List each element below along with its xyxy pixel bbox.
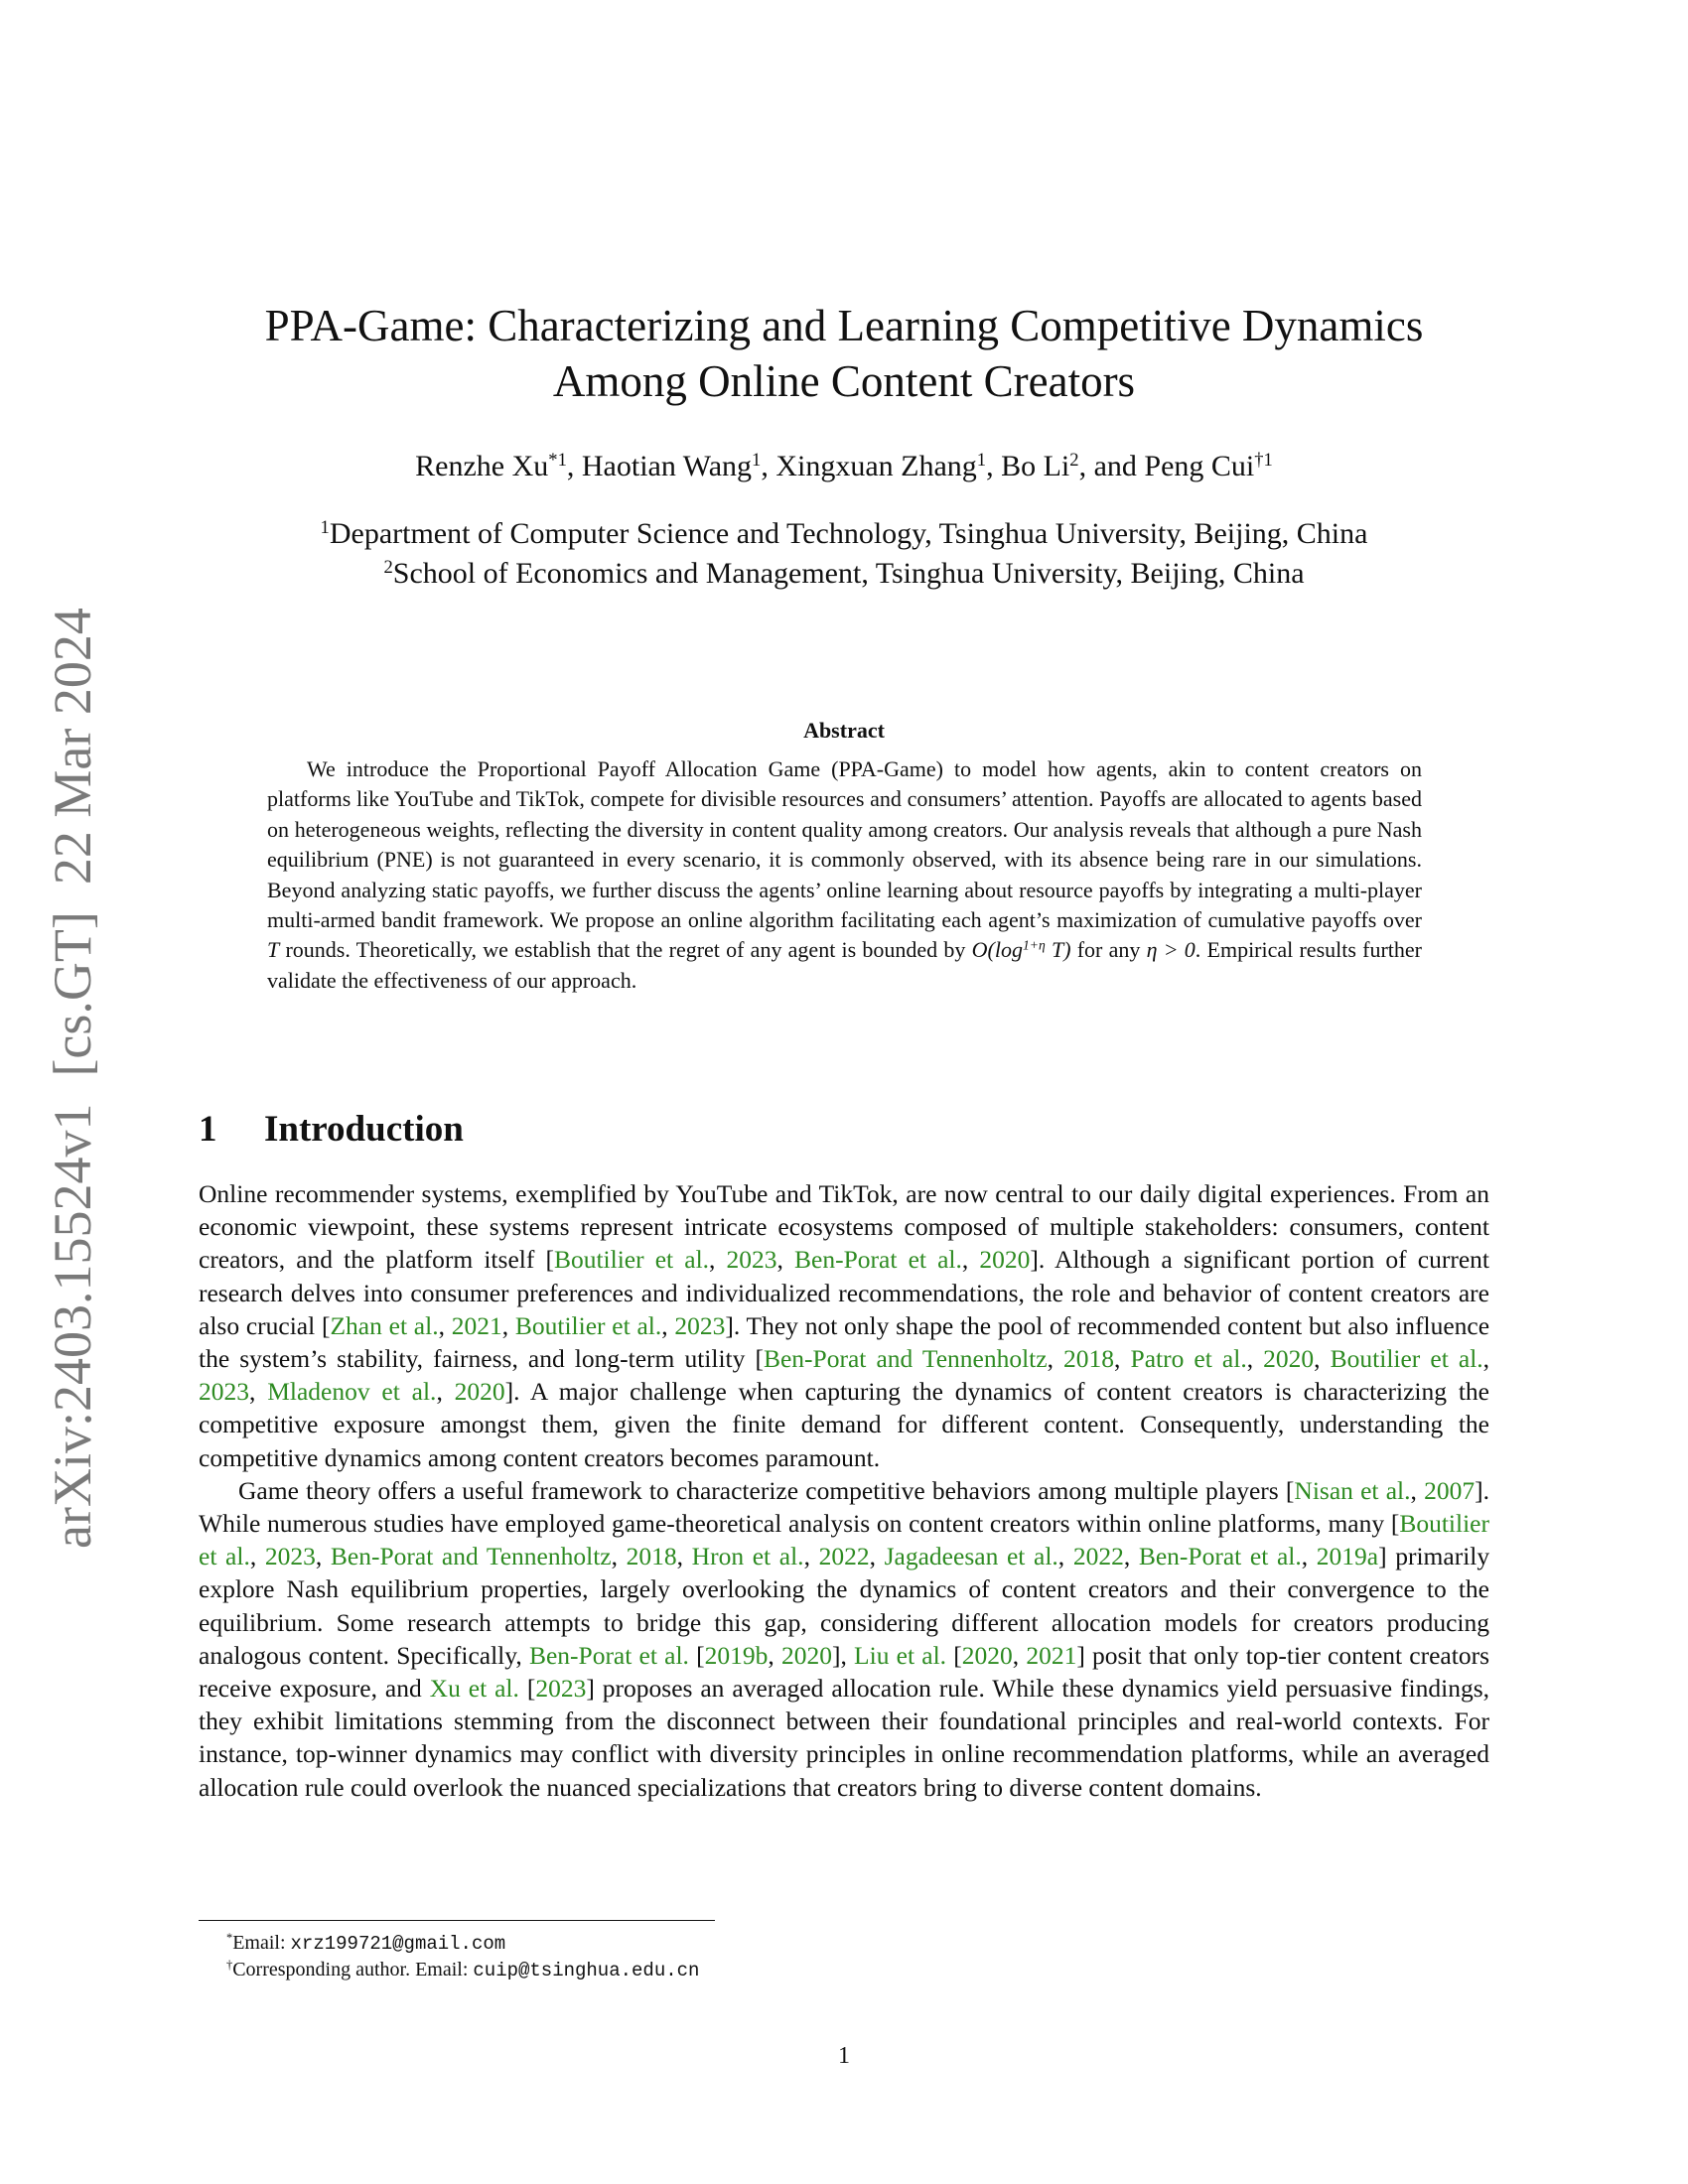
abstract-heading: Abstract xyxy=(803,718,885,743)
body-text: , xyxy=(676,1542,692,1571)
affiliation: $^2$School of Economics and Management, Tsinghua University, Beijing, China xyxy=(383,556,1305,590)
citation-link[interactable]: Boutilier et al. xyxy=(553,1245,710,1275)
abstract-body: We introduce the Proportional Payoff Allocation Game (PPA-Game) to model how agents, akin to content creators on platforms like YouTube and TikTok, compete for divisible resources and consumers’ attention. Payoffs are allocated to agents based on heterogeneous weights, reflecting the diversity in content quality among creators. Our analysis reveals that although a pure Nash equilibrium (PNE) is not guaranteed in every scenario, it is commonly observed, with its absence being rare in our simulations. Beyond analyzing static payoffs, we further discuss the agents’ online learning about resource payoffs by integrating a multi-player multi-armed bandit framework. We propose an online algorithm facilitating each agent’s maximization of cumulative payoffs over T rounds. Theoretically, we establish that the regret of any agent is bounded by $O(\log^{1+\eta}$ T) for any η > 0. Empirical results further validate the effectiveness of our approach. xyxy=(267,756,1422,993)
body-text: ] proposes an averaged allocation rule. While these dynamics yield persuasive findings, they exhibit limitations stemming from the disconnect between their foundational principles and real-world contexts. For instance, top-winner dynamics may conflict with diversity principles in online recommendation platforms, while an averaged allocation rule could overlook the nuanced specializations that creators bring to diverse content domains. xyxy=(199,1674,1490,1802)
body-text: [ xyxy=(688,1640,705,1670)
citation-link[interactable]: 2019a xyxy=(1316,1542,1379,1571)
body-text: , xyxy=(869,1542,885,1571)
footnote-corresponding-author: †Corresponding author. Email: cuip@tsinghua.edu.cn xyxy=(226,1958,700,1981)
author-mark: 2 xyxy=(1069,449,1079,471)
citation-link[interactable]: 2023 xyxy=(674,1310,726,1340)
footnote-email: *Email: xrz199721@gmail.com xyxy=(226,1931,506,1955)
title-line-1: PPA-Game: Characterizing and Learning Competitive Dynamics xyxy=(264,301,1424,350)
body-text: , xyxy=(1246,1344,1264,1374)
body-text: , xyxy=(1314,1344,1331,1374)
author: Peng Cui$^{\dagger 1}$ xyxy=(1144,449,1273,482)
citation-link[interactable]: 2007 xyxy=(1424,1475,1476,1505)
citation-link[interactable]: Hron et al. xyxy=(691,1542,804,1571)
citation-link[interactable]: 2020 xyxy=(979,1245,1031,1275)
body-text: ]. A major challenge when capturing the dynamics of content creators is characterizing the competitive exposure amongst them, given the finite demand for different content. Consequently, understanding the competitive dynamics among content creators becomes paramount. xyxy=(199,1377,1489,1472)
footnotes xyxy=(226,1930,699,1983)
citation-link[interactable]: Xu et al. xyxy=(429,1674,519,1704)
regret-bound: $O(\log^{1+\eta}$ T) xyxy=(971,937,1071,963)
citation-link[interactable]: Nisan et al. xyxy=(1294,1475,1411,1505)
citation-link[interactable]: Liu et al. xyxy=(854,1640,947,1670)
intro-paragraph-2 xyxy=(199,1474,1489,1804)
author-mark: *1 xyxy=(548,449,567,471)
body-text: , xyxy=(1410,1475,1425,1505)
author-mark: 1 xyxy=(976,449,987,471)
author: Bo Li$^2$, and xyxy=(1001,449,1145,482)
body-text: , xyxy=(249,1542,265,1571)
email-link[interactable]: cuip@tsinghua.edu.cn xyxy=(473,1960,700,1981)
body-text: ] primarily explore Nash equilibrium properties, largely overlooking the dynamics of content creators and their convergence to the equilibrium. Some research attempts to bridge this gap, considering different allocation models for creators producing analogous content. Specifically, xyxy=(199,1542,1490,1670)
body-text: ]. While numerous studies have employed game-theoretical analysis on content creators within online platforms, many [ xyxy=(199,1475,1490,1539)
introduction-body xyxy=(199,1177,1489,1804)
author-list xyxy=(199,447,1489,486)
body-text: , xyxy=(1114,1344,1131,1374)
arxiv-identifier-stamp: arXiv:2403.15524v1 [cs.GT] 22 Mar 2024 xyxy=(43,608,102,1549)
citation-link[interactable]: 2023 xyxy=(199,1377,249,1407)
citation-link[interactable]: Ben-Porat and Tennenholtz xyxy=(763,1344,1048,1374)
citation-link[interactable]: Ben-Porat and Tennenholtz xyxy=(330,1542,612,1571)
body-text: , xyxy=(315,1542,331,1571)
body-text: , xyxy=(1057,1542,1073,1571)
email-link[interactable]: xrz199721@gmail.com xyxy=(290,1933,506,1955)
body-text: ] posit that only top-tier content creators receive exposure, and xyxy=(199,1640,1489,1704)
body-text: , xyxy=(438,1310,452,1340)
body-text: , xyxy=(1047,1344,1064,1374)
paper-title xyxy=(199,298,1489,409)
citation-link[interactable]: 2020 xyxy=(961,1640,1013,1670)
citation-link[interactable]: Boutilier et al. xyxy=(1330,1344,1483,1374)
body-text: ]. Although a significant portion of current research delves into consumer preferences and individualized recommendations, the role and behavior of content creators are also crucial [ xyxy=(199,1245,1489,1340)
body-text: , xyxy=(249,1377,268,1407)
citation-link[interactable]: Patro et al. xyxy=(1130,1344,1247,1374)
citation-link[interactable]: 2023 xyxy=(535,1674,587,1704)
body-text: , xyxy=(661,1310,675,1340)
citation-link[interactable]: 2020 xyxy=(454,1377,505,1407)
citation-link[interactable]: 2018 xyxy=(1063,1344,1115,1374)
citation-link[interactable]: Zhan et al. xyxy=(330,1310,439,1340)
affiliation: $^1$Department of Computer Science and Technology, Tsinghua University, Beijing, China xyxy=(320,516,1368,550)
affiliation-list xyxy=(199,514,1489,594)
body-text: [ xyxy=(518,1674,536,1704)
body-text: , xyxy=(1012,1640,1027,1670)
body-text: , xyxy=(1301,1542,1317,1571)
body-text: , xyxy=(709,1245,727,1275)
body-text: ]. They not only shape the pool of recommended content but also influence the system’s stability, fairness, and long-term utility [ xyxy=(199,1310,1490,1374)
body-text: [ xyxy=(946,1640,962,1670)
body-text: , xyxy=(776,1245,795,1275)
author: Haotian Wang$^1$, xyxy=(581,449,776,482)
footnote-divider xyxy=(199,1920,715,1921)
citation-link[interactable]: Ben-Porat et al. xyxy=(528,1640,689,1670)
author-mark: †1 xyxy=(1254,449,1273,471)
body-text: , xyxy=(1482,1344,1490,1374)
citation-link[interactable]: Jagadeesan et al. xyxy=(884,1542,1058,1571)
author: Renzhe Xu$^{*1}$, xyxy=(415,449,582,482)
citation-link[interactable]: 2023 xyxy=(264,1542,316,1571)
author: Xingxuan Zhang$^1$, xyxy=(775,449,1002,482)
section-title: Introduction xyxy=(264,1109,464,1150)
body-text: Game theory offers a useful framework to characterize competitive behaviors among multiple players [ xyxy=(238,1475,1295,1505)
citation-link[interactable]: 2020 xyxy=(1263,1344,1315,1374)
intro-paragraph-1 xyxy=(199,1177,1489,1474)
body-text: Online recommender systems, exemplified by YouTube and TikTok, are now central to our daily digital experiences. From an economic viewpoint, these systems represent intricate ecosystems composed of multiple stakeholders: consumers, content creators, and the platform itself [ xyxy=(199,1179,1489,1275)
section-heading-introduction xyxy=(199,1108,464,1151)
citation-link[interactable]: 2020 xyxy=(780,1640,832,1670)
citation-link[interactable]: Ben-Porat et al. xyxy=(1138,1542,1302,1571)
section-number: 1 xyxy=(199,1109,217,1150)
body-text: , xyxy=(501,1310,515,1340)
citation-link[interactable]: 2021 xyxy=(1026,1640,1077,1670)
citation-link[interactable]: 2022 xyxy=(818,1542,870,1571)
citation-link[interactable]: 2018 xyxy=(626,1542,677,1571)
body-text: ], xyxy=(831,1640,855,1670)
citation-link[interactable]: 2021 xyxy=(451,1310,502,1340)
citation-link[interactable]: Boutilier et al. xyxy=(199,1509,1489,1571)
citation-link[interactable]: Ben-Porat et al. xyxy=(794,1245,962,1275)
title-line-2: Among Online Content Creators xyxy=(552,356,1136,406)
body-text: , xyxy=(961,1245,980,1275)
author-mark: 1 xyxy=(752,449,762,471)
body-text: , xyxy=(611,1542,627,1571)
page-number: 1 xyxy=(838,2043,850,2069)
body-text: , xyxy=(803,1542,819,1571)
citation-link[interactable]: Mladenov et al. xyxy=(267,1377,437,1407)
body-text: , xyxy=(768,1640,781,1670)
citation-link[interactable]: 2022 xyxy=(1072,1542,1124,1571)
body-text: , xyxy=(1123,1542,1139,1571)
citation-link[interactable]: 2023 xyxy=(726,1245,777,1275)
citation-link[interactable]: 2019b xyxy=(704,1640,769,1670)
body-text: , xyxy=(436,1377,455,1407)
citation-link[interactable]: Boutilier et al. xyxy=(514,1310,662,1340)
